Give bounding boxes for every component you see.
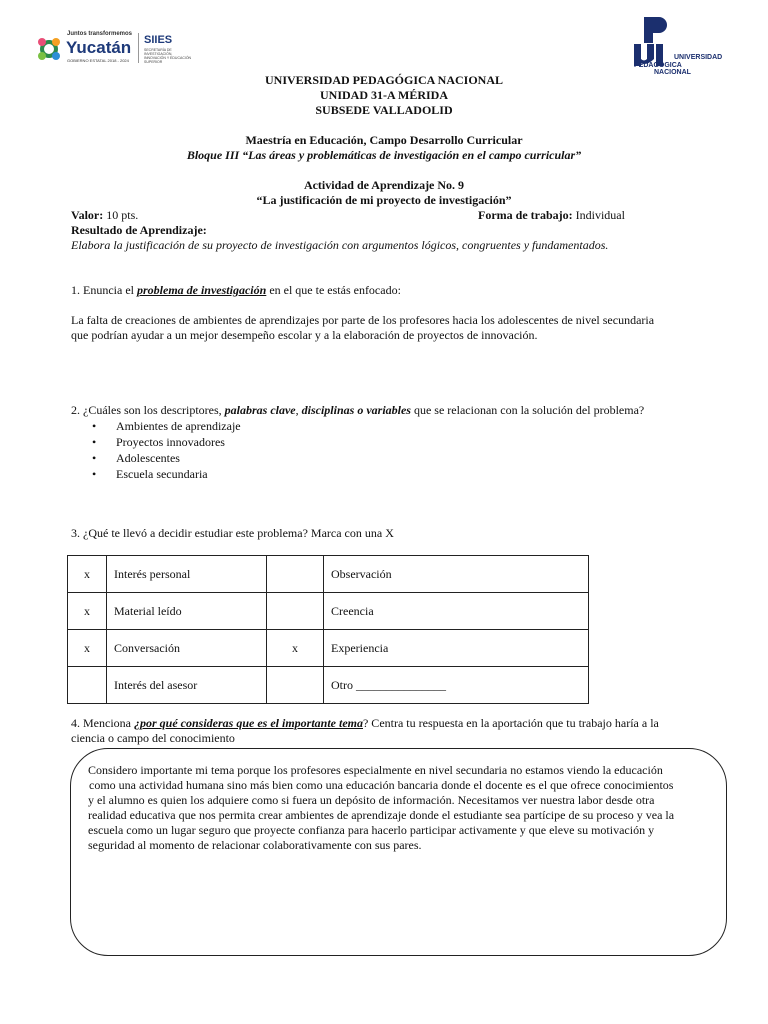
logo-divider [138,33,139,63]
q4-answer-line: escuela como un lugar seguro que proyecte confianza para hacerlo participar activamente y que eleve su motivación y [88,823,655,837]
mark-cell[interactable]: x [68,630,107,667]
mark-cell[interactable] [267,593,324,630]
mark-cell[interactable]: x [267,630,324,667]
table-row [68,630,589,667]
logo-siies-sub3: SUPERIOR [144,60,163,64]
q2-emphasis-disciplines: disciplinas o variables [301,403,411,417]
q2-prefix: 2. ¿Cuáles son los descriptores, [71,403,225,417]
q4-suffix: ? Centra tu respuesta en la aportación que tu trabajo haría a la [362,716,659,730]
valor-value: 10 pts. [106,208,139,222]
q4-emphasis: ¿por qué consideras que es el importante tema [133,716,363,730]
q4-answer-line: y el alumno es quien los adquiere como si fuera un depósito de información. Necesitamos ver nuestra labor desde otra [88,793,655,807]
q4-prefix: 4. Menciona [71,716,134,730]
list-item: • Ambientes de aprendizaje [116,418,241,434]
option-label-other: Otro _______________ [324,667,589,704]
option-label: Experiencia [324,630,589,667]
resultado-text: Elabora la justificación de su proyecto de investigación con argumentos lógicos, congruentes y fundamentados. [71,238,609,252]
mark-cell[interactable] [267,667,324,704]
header-subsede: SUBSEDE VALLADOLID [315,103,453,117]
upn-logo-line1: UNIVERSIDAD [674,54,723,61]
q4-answer-line: realidad educativa que nos permita crear ambientes de aprendizaje donde el estudiante sea partícipe de su proceso y vea la [88,808,675,822]
header-unit: UNIDAD 31-A MÉRIDA [320,88,448,102]
option-label: Interés del asesor [107,667,267,704]
q1-answer-line1: La falta de creaciones de ambientes de aprendizajes por parte de los profesores hacia los adolescentes de nivel secundaria [71,313,655,327]
q1-answer-line2: que podrían ayudar a un mejor desempeño escolar y a la elaboración de proyectos de innovación. [71,328,538,342]
q2-separator: , [295,403,302,417]
q4-answer-line: como una actividad humana sino más bien como una educación bancaria donde el docente es el que ofrece conocimientos [89,778,674,792]
q3-prompt: 3. ¿Qué te llevó a decidir estudiar este problema? Marca con una X [71,526,394,540]
resultado-label: Resultado de Aprendizaje: [71,223,207,237]
list-item: • Escuela secundaria [116,466,241,482]
valor-row [71,208,138,223]
table-row [68,556,589,593]
forma-label: Forma de trabajo: [478,208,573,222]
option-label: Creencia [324,593,589,630]
logo-siies-subtitle [144,48,194,64]
option-label: Material leído [107,593,267,630]
header-program: Maestría en Educación, Campo Desarrollo Curricular [245,133,523,147]
upn-logo-line2: PEDAGÓGICA [634,61,682,69]
header-activity-title: “La justificación de mi proyecto de investigación” [256,193,512,207]
logo-siies: SIIES [144,34,173,46]
q4-answer-line: Considero importante mi tema porque los profesores especialmente en nivel secundaria no estamos viendo la educación [88,763,663,777]
list-item: • Proyectos innovadores [116,434,241,450]
q4-answer-line: seguridad al momento de relacionar colaborativamente con sus pares. [88,838,422,852]
reason-choice-table [67,555,589,704]
q2-descriptor-list [116,418,241,482]
logo-siies-sub2: INNOVACIÓN Y EDUCACIÓN [144,56,192,60]
q2-prompt [71,403,644,418]
forma-value: Individual [575,208,625,222]
q1-prefix: 1. Enuncia el [71,283,137,297]
logo-yucatan-name: Yucatán [66,38,132,57]
valor-label: Valor: [71,208,104,222]
option-label: Conversación [107,630,267,667]
logo-tagline: Juntos transformemos [67,31,133,37]
option-label: Observación [324,556,589,593]
header-block: Bloque III “Las áreas y problemáticas de investigación en el campo curricular” [186,148,582,162]
option-label: Interés personal [107,556,267,593]
mark-cell[interactable]: x [68,593,107,630]
upn-logo-line3: NACIONAL [654,69,691,76]
mark-cell[interactable] [267,556,324,593]
list-item: • Adolescentes [116,450,241,466]
table-row [68,667,589,704]
header-activity: Actividad de Aprendizaje No. 9 [303,178,465,192]
header-university: UNIVERSIDAD PEDAGÓGICA NACIONAL [264,73,504,87]
q1-emphasis: problema de investigación [136,283,267,297]
yucatan-siies-logo [34,30,194,70]
q1-prompt [71,283,401,298]
q1-suffix: en el que te estás enfocado: [266,283,401,297]
mark-cell[interactable] [68,667,107,704]
logo-subline: GOBIERNO ESTATAL 2018 - 2024 [67,58,129,63]
mark-cell[interactable]: x [68,556,107,593]
forma-row [478,208,625,223]
q4-prompt-line2: ciencia o campo del conocimiento [71,731,235,745]
logo-siies-sub1: SECRETARÍA DE INVESTIGACIÓN, [144,48,173,56]
q2-suffix: que se relacionan con la solución del problema? [410,403,645,417]
yucatan-emblem-icon [34,34,64,64]
q2-emphasis-keywords: palabras clave [224,403,296,417]
q4-answer-text [88,763,708,853]
q4-prompt-line1 [71,716,659,731]
table-row [68,593,589,630]
